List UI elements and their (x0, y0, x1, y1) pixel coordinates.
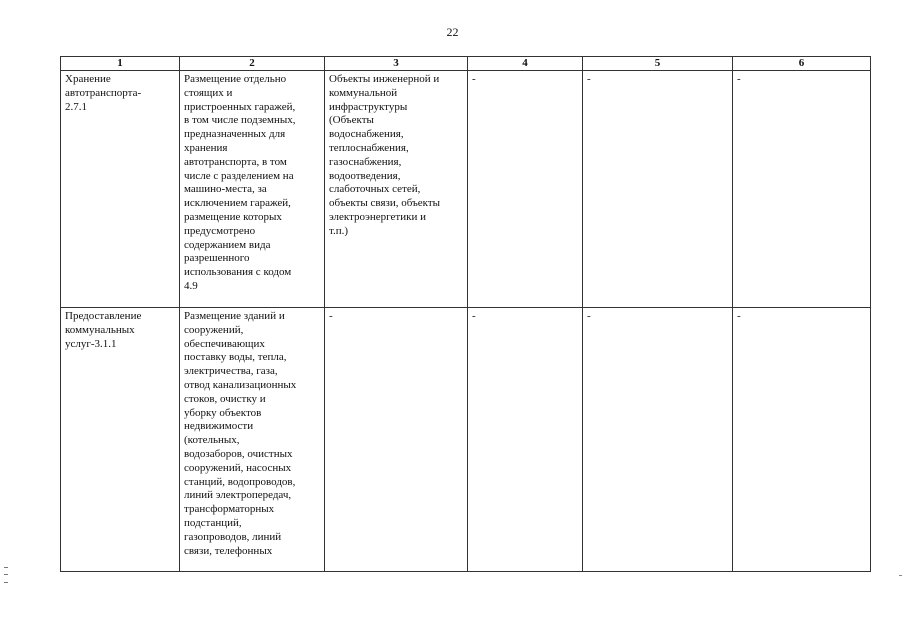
column-5-cell: - (583, 308, 733, 572)
table-header-row (61, 57, 871, 71)
column-header-3: 3 (325, 57, 468, 71)
column-header-1: 1 (61, 57, 180, 71)
column-6-cell: - (733, 71, 871, 308)
land-use-description-cell: Размещение отдельно стоящих и пристроенных гаражей, в том числе подземных, предназначенных для хранения автотранспорта, в том числе с разделением на машино-места, за исключением гаражей, размещение которых предусмотрено содержанием вида разрешенного использования с кодом 4.9 (180, 71, 325, 308)
column-5-cell: - (583, 71, 733, 308)
column-6-cell: - (733, 308, 871, 572)
page-number: 22 (446, 25, 459, 39)
land-use-description-cell: Размещение зданий и сооружений, обеспечивающих поставку воды, тепла, электричества, газа, отвод канализационных стоков, очистку и уборку объектов недвижимости (котельных, водозаборов, очистных сооружений, насосных станций, водопроводов, линий электропередач, трансформаторных подстанций, газопроводов, линий связи, телефонных (180, 308, 325, 572)
table-row (61, 71, 871, 308)
column-4-cell: - (468, 71, 583, 308)
column-4-cell: - (468, 308, 583, 572)
column-header-4: 4 (468, 57, 583, 71)
auxiliary-use-cell: Объекты инженерной и коммунальной инфраструктуры (Объекты водоснабжения, теплоснабжения, газоснабжения, водоотведения, слаботочных сетей, объекты связи, объекты электроэнергетики и т.п.) (325, 71, 468, 308)
zoning-table (60, 56, 871, 572)
column-header-6: 6 (733, 57, 871, 71)
column-header-2: 2 (180, 57, 325, 71)
scan-edge-mark-left (4, 567, 8, 583)
column-header-5: 5 (583, 57, 733, 71)
scan-edge-mark-right (899, 575, 902, 579)
land-use-name-cell: Хранение автотранспорта- 2.7.1 (61, 71, 180, 308)
auxiliary-use-cell: - (325, 308, 468, 572)
table-row (61, 308, 871, 572)
land-use-name-cell: Предоставление коммунальных услуг-3.1.1 (61, 308, 180, 572)
